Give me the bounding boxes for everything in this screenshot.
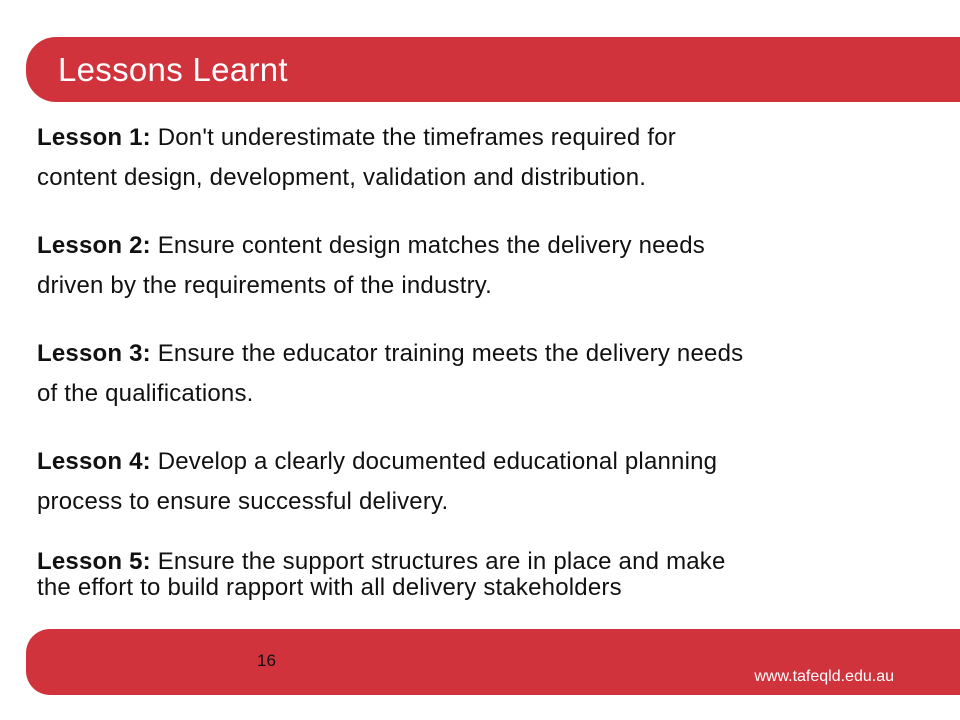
lesson-5-label: Lesson 5: — [37, 548, 151, 575]
lesson-5-text-line2: the effort to build rapport with all delivery stakeholders — [37, 574, 622, 601]
lesson-1-text-line2: content design, development, validation and distribution. — [37, 164, 647, 191]
lesson-1 — [37, 118, 676, 198]
lesson-2-text-line1: Ensure content design matches the delivery needs — [157, 232, 705, 259]
lesson-4-text-line2: process to ensure successful delivery. — [37, 488, 449, 515]
lesson-1-label: Lesson 1: — [37, 124, 151, 151]
lesson-3-text-line2: of the qualifications. — [37, 380, 254, 407]
lesson-3-label: Lesson 3: — [37, 340, 151, 367]
lesson-2-label: Lesson 2: — [37, 232, 151, 259]
lesson-5 — [37, 546, 726, 610]
slide-title: Lessons Learnt — [58, 51, 288, 88]
lesson-4-label: Lesson 4: — [37, 448, 151, 475]
lesson-2 — [37, 226, 705, 306]
lesson-4-text-line1: Develop a clearly documented educational planning — [157, 448, 718, 475]
lesson-3-text-line1: Ensure the educator training meets the delivery needs — [157, 340, 744, 367]
lesson-1-text-line1: Don't underestimate the timeframes required for — [157, 124, 676, 151]
page-number: 16 — [257, 651, 276, 670]
website-url[interactable]: www.tafeqld.edu.au — [754, 668, 894, 685]
lesson-4 — [37, 442, 717, 522]
lesson-5-text-line1: Ensure the support structures are in place and make — [157, 548, 726, 575]
lesson-2-text-line2: driven by the requirements of the industry. — [37, 272, 493, 299]
lesson-3 — [37, 334, 743, 414]
